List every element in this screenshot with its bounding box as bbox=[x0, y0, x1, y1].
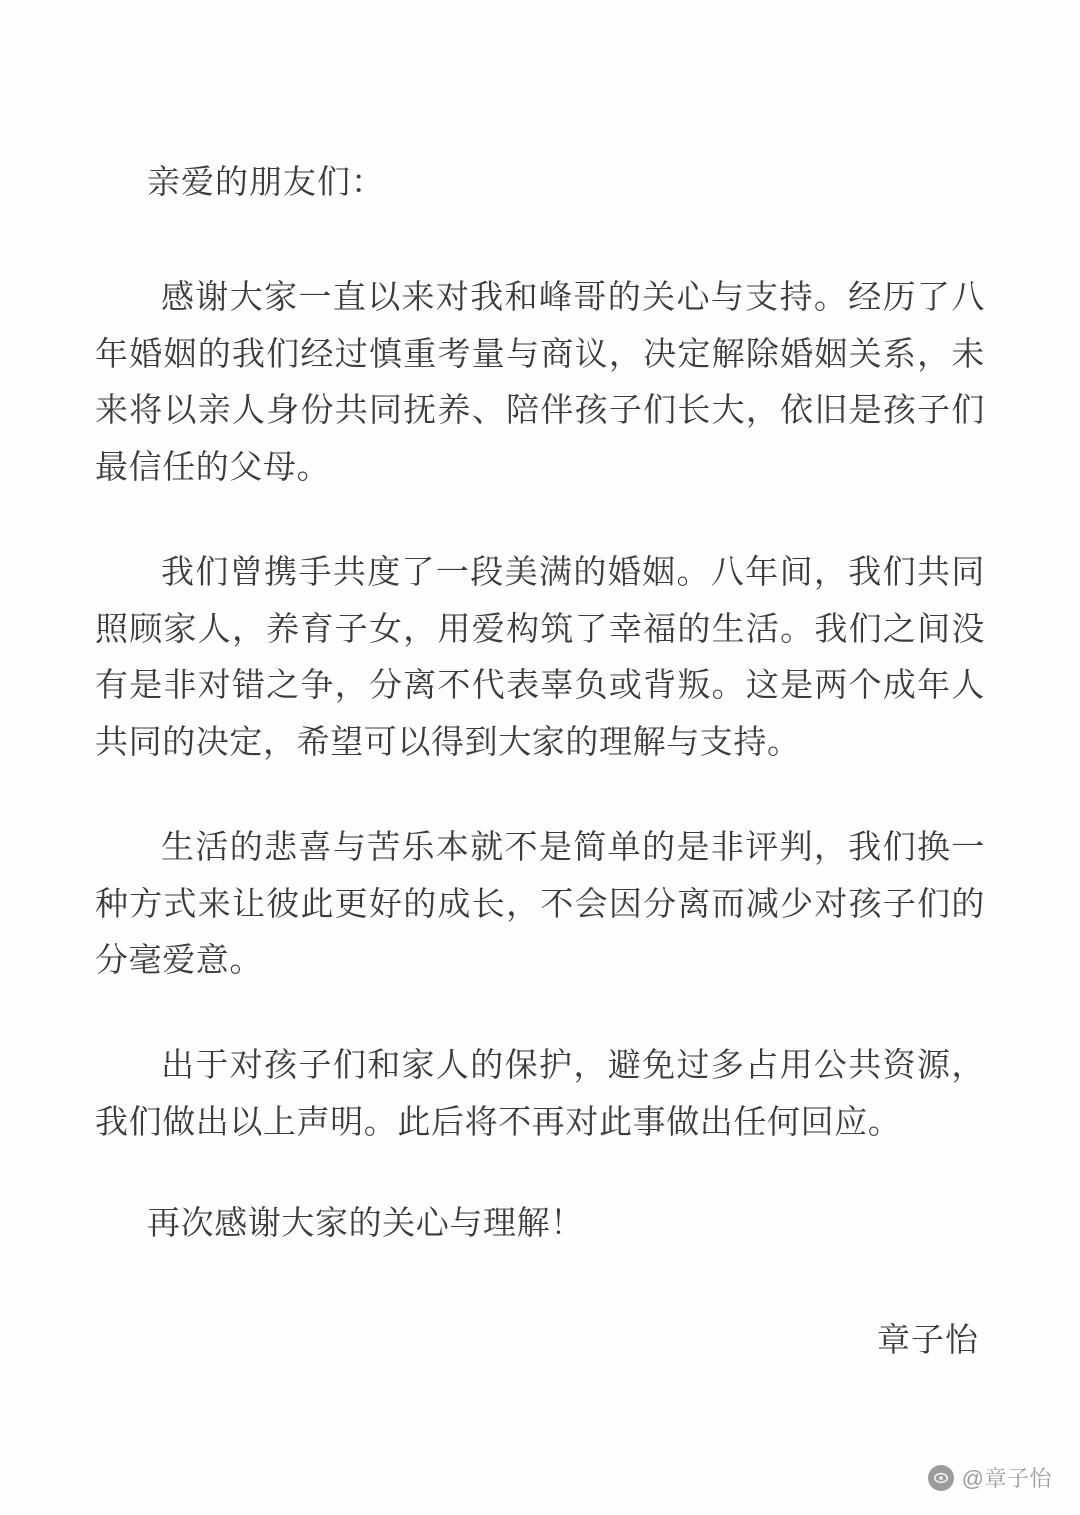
watermark-handle: @章子怡 bbox=[961, 1466, 1052, 1491]
salutation: 亲爱的朋友们： bbox=[147, 165, 385, 201]
paragraph-3: 生活的悲喜与苦乐本就不是简单的是非评判，我们换一种方式来让彼此更好的成长，不会因分离而减少对孩子们的分毫爱意。 bbox=[95, 829, 985, 980]
watermark bbox=[928, 1462, 1052, 1493]
closing-line: 再次感谢大家的关心与理解！ bbox=[147, 1205, 584, 1242]
paragraph-4: 出于对孩子们和家人的保护，避免过多占用公共资源，我们做出以上声明。此后将不再对此事做出任何回应。 bbox=[95, 1048, 985, 1141]
weibo-eye-icon bbox=[928, 1465, 954, 1491]
letter-body bbox=[95, 160, 985, 1361]
paragraph-1: 感谢大家一直以来对我和峰哥的关心与支持。经历了八年婚姻的我们经过慎重考量与商议，决定解除婚姻关系，未来将以亲人身份共同抚养、陪伴孩子们长大，依旧是孩子们最信任的父母。 bbox=[95, 279, 985, 487]
signature: 章子怡 bbox=[877, 1323, 979, 1360]
paragraph-2: 我们曾携手共度了一段美满的婚姻。八年间，我们共同照顾家人，养育子女，用爱构筑了幸福的生活。我们之间没有是非对错之争，分离不代表辜负或背叛。这是两个成年人共同的决定，希望可以得到大家的理解与支持。 bbox=[95, 554, 985, 762]
